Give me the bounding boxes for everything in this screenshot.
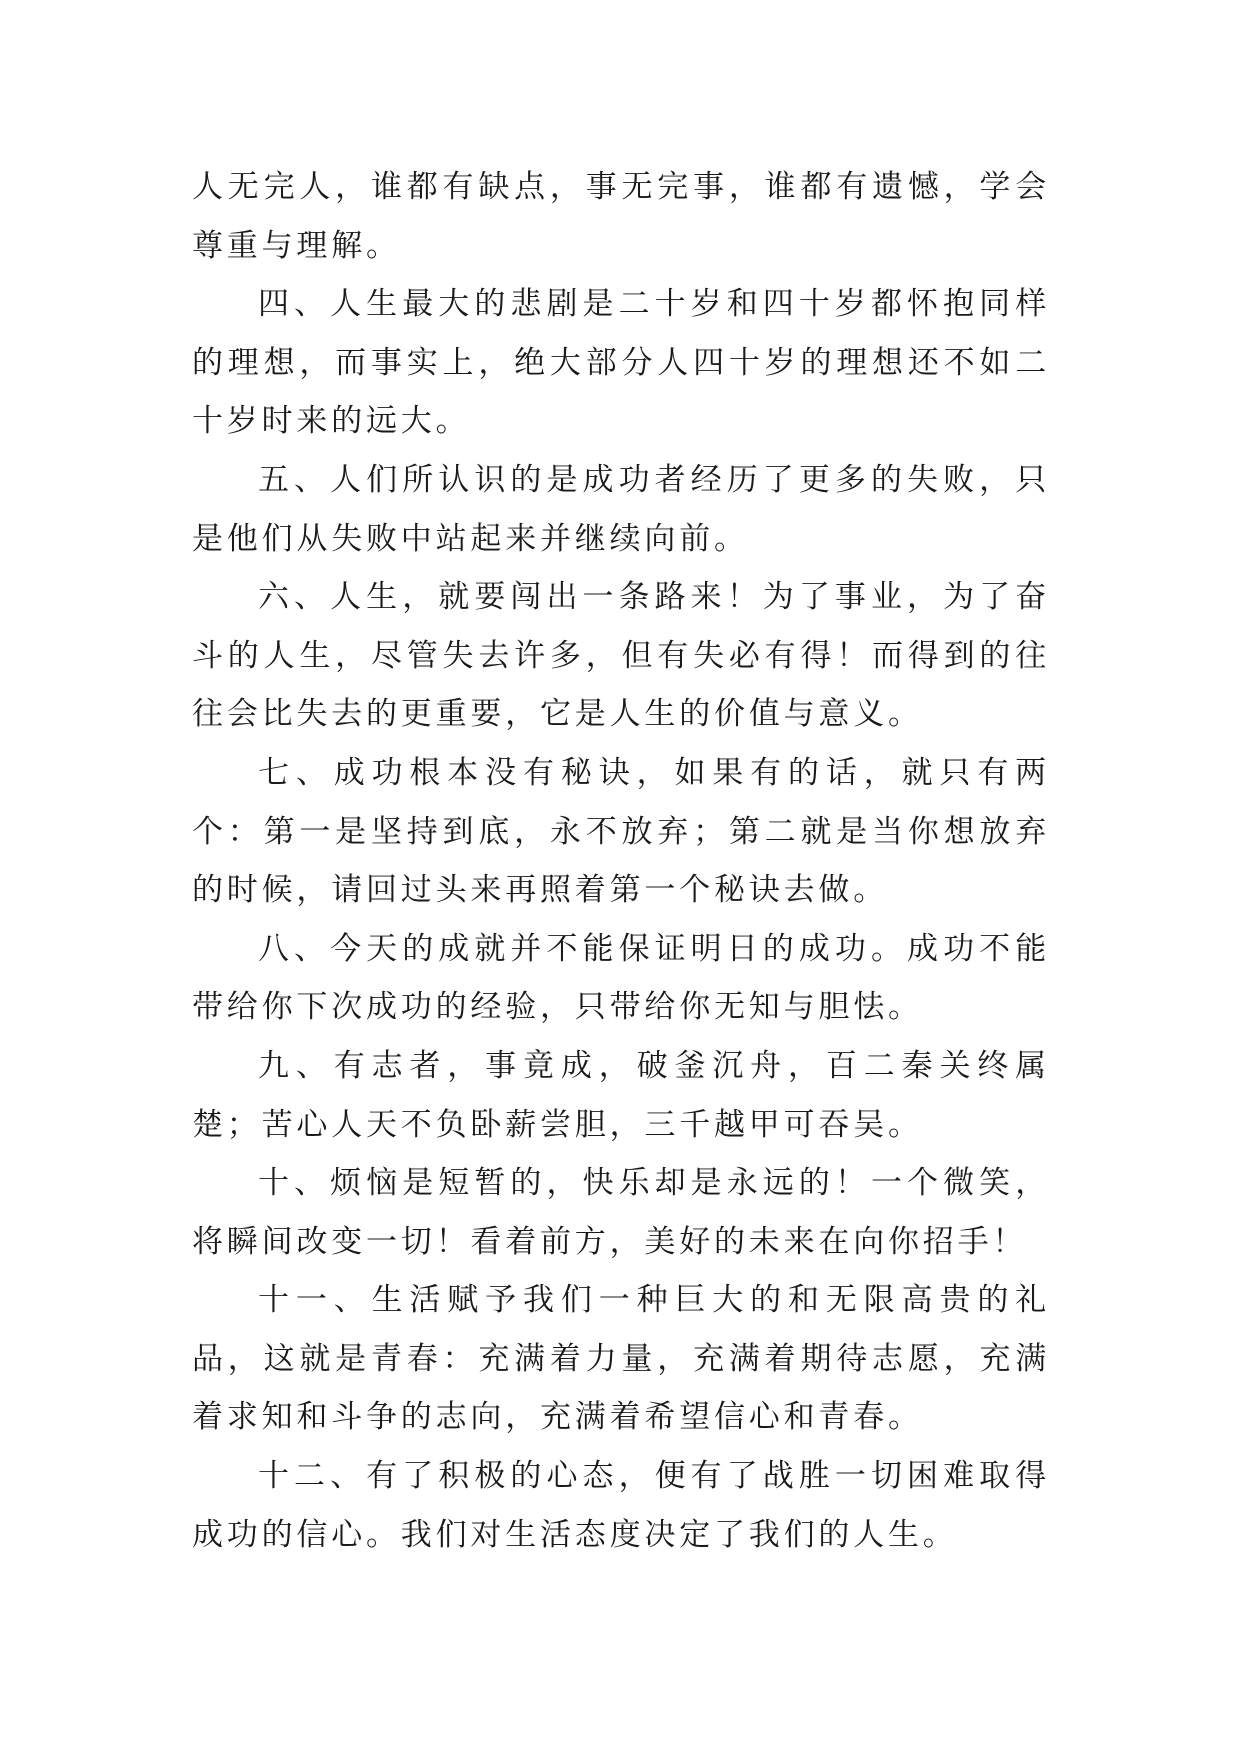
- paragraph-item-6: 六、人生，就要闯出一条路来！为了事业，为了奋斗的人生，尽管失去许多，但有失必有得！而得到的往往会比失去的更重要，它是人生的价值与意义。: [192, 579, 1050, 733]
- paragraph-item-9: 九、有志者，事竟成，破釜沉舟，百二秦关终属楚；苦心人天不负卧薪尝胆，三千越甲可吞吴。: [192, 1047, 1050, 1143]
- paragraph-item-11: 十一、生活赋予我们一种巨大的和无限高贵的礼品，这就是青春：充满着力量，充满着期待志愿，充满着求知和斗争的志向，充满着希望信心和青春。: [192, 1282, 1050, 1436]
- paragraph-item-4: 四、人生最大的悲剧是二十岁和四十岁都怀抱同样的理想，而事实上，绝大部分人四十岁的理想还不如二十岁时来的远大。: [192, 286, 1050, 440]
- paragraph-item-12: 十二、有了积极的心态，便有了战胜一切困难取得成功的信心。我们对生活态度决定了我们的人生。: [192, 1458, 1050, 1553]
- paragraph-item-8: 八、今天的成就并不能保证明日的成功。成功不能带给你下次成功的经验，只带给你无知与胆怯。: [192, 930, 1050, 1026]
- paragraph-item-5: 五、人们所认识的是成功者经历了更多的失败，只是他们从失败中站起来并继续向前。: [192, 461, 1050, 557]
- paragraph-continuation: 人无完人，谁都有缺点，事无完事，谁都有遗憾，学会尊重与理解。: [192, 169, 1050, 264]
- document-body: [192, 158, 1050, 1564]
- paragraph-item-10: 十、烦恼是短暂的，快乐却是永远的！一个微笑，将瞬间改变一切！看着前方，美好的未来在向你招手！: [192, 1165, 1050, 1260]
- paragraph-item-7: 七、成功根本没有秘诀，如果有的话，就只有两个：第一是坚持到底，永不放弃；第二就是当你想放弃的时候，请回过头来再照着第一个秘诀去做。: [192, 754, 1050, 909]
